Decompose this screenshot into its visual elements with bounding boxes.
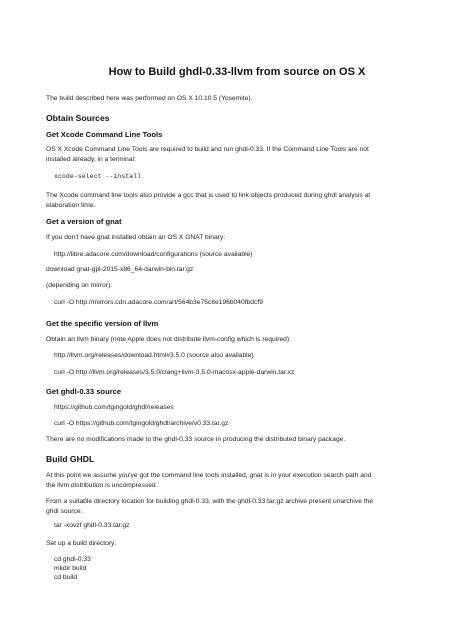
heading-build-ghdl: Build GHDL	[46, 454, 95, 464]
build-para2-line-2: ghdl source:	[46, 508, 83, 515]
cmd-cd-build: cd build	[54, 574, 78, 581]
page-title: How to Build ghdl-0.33-llvm from source on OS X	[108, 66, 366, 78]
xcode-para-line-2: installed already, in a terminal:	[46, 156, 136, 163]
heading-xcode-tools: Get Xcode Command Line Tools	[46, 130, 163, 139]
heading-get-llvm: Get the specific version of llvm	[46, 319, 159, 328]
xcode-gcc-line-2: elaboration time.	[46, 202, 96, 209]
build-para1-line-1: At this point we assume you've got the command line tools installed, gnat is in your execution search path and	[46, 472, 372, 479]
llvm-curl-command: curl -O http://llvm.org/releases/3.5.0/clang+llvm-3.5.0-macosx-apple-darwin.tar.xz	[54, 369, 295, 376]
gnat-para: If you don't have gnat installed obtain an OS X GNAT binary:	[46, 234, 226, 241]
llvm-url: http://llvm.org/releases/download.html#3.5.0 (source also available)	[54, 352, 254, 359]
heading-obtain-sources: Obtain Sources	[46, 113, 110, 123]
ghdl-source-note: There are no modifications made to the ghdl-0.33 source in producing the distributed binary package.	[46, 436, 346, 443]
xcode-para-line-1: OS X Xcode Command Line Tools are required to build and run ghdl-0.33. If the Command Line Tools are not	[46, 146, 369, 153]
ghdl-curl-command: curl -O https://github.com/tgingold/ghdl/archive/v0.33.tar.gz	[54, 420, 229, 427]
ghdl-releases-url: https://github.com/tgingold/ghdl/releases	[54, 404, 174, 411]
heading-get-ghdl-source: Get ghdl-0.33 source	[46, 387, 122, 396]
cmd-mkdir-build: mkdir build	[54, 565, 87, 572]
tar-command: tar -xovzf ghdl-0.33.tar.gz	[54, 522, 130, 529]
cmd-cd-ghdl: cd ghdl-0.33	[54, 556, 91, 563]
intro-text: The build described here was performed on OS X 10.10.5 (Yosemite).	[46, 95, 253, 102]
gnat-curl-command: curl -O http://mirrors.cdn.adacore.com/art/564b3e75c8e196b040fbdcf9	[54, 299, 263, 306]
build-para1-line-2: the llvm distribution is uncompressed.	[46, 482, 158, 489]
gnat-mirror-note: (depending on mirror):	[46, 282, 113, 289]
setup-build-note: Set up a build directory:	[46, 540, 117, 547]
xcode-gcc-line-1: The Xcode command line tools also provide a gcc that is used to link objects produced during ghdl analysis at	[46, 192, 371, 199]
gnat-download: download gnat-gpl-2015-x86_64-darwin-bin.tar.gz	[46, 266, 194, 273]
gnat-url: http://libre.adacore.com/download/configurations (source available)	[54, 251, 253, 258]
xcode-install-command: xcode-select --install	[54, 173, 142, 180]
build-para2-line-1: From a suitable directory location for building ghdl-0.33, with the ghdl-0.33.tar.gz archive present unarchive the	[46, 498, 374, 505]
heading-get-gnat: Get a version of gnat	[46, 217, 122, 226]
llvm-para: Obtain an llvm binary (note Apple does not distribute llvm-config which is required):	[46, 336, 291, 343]
